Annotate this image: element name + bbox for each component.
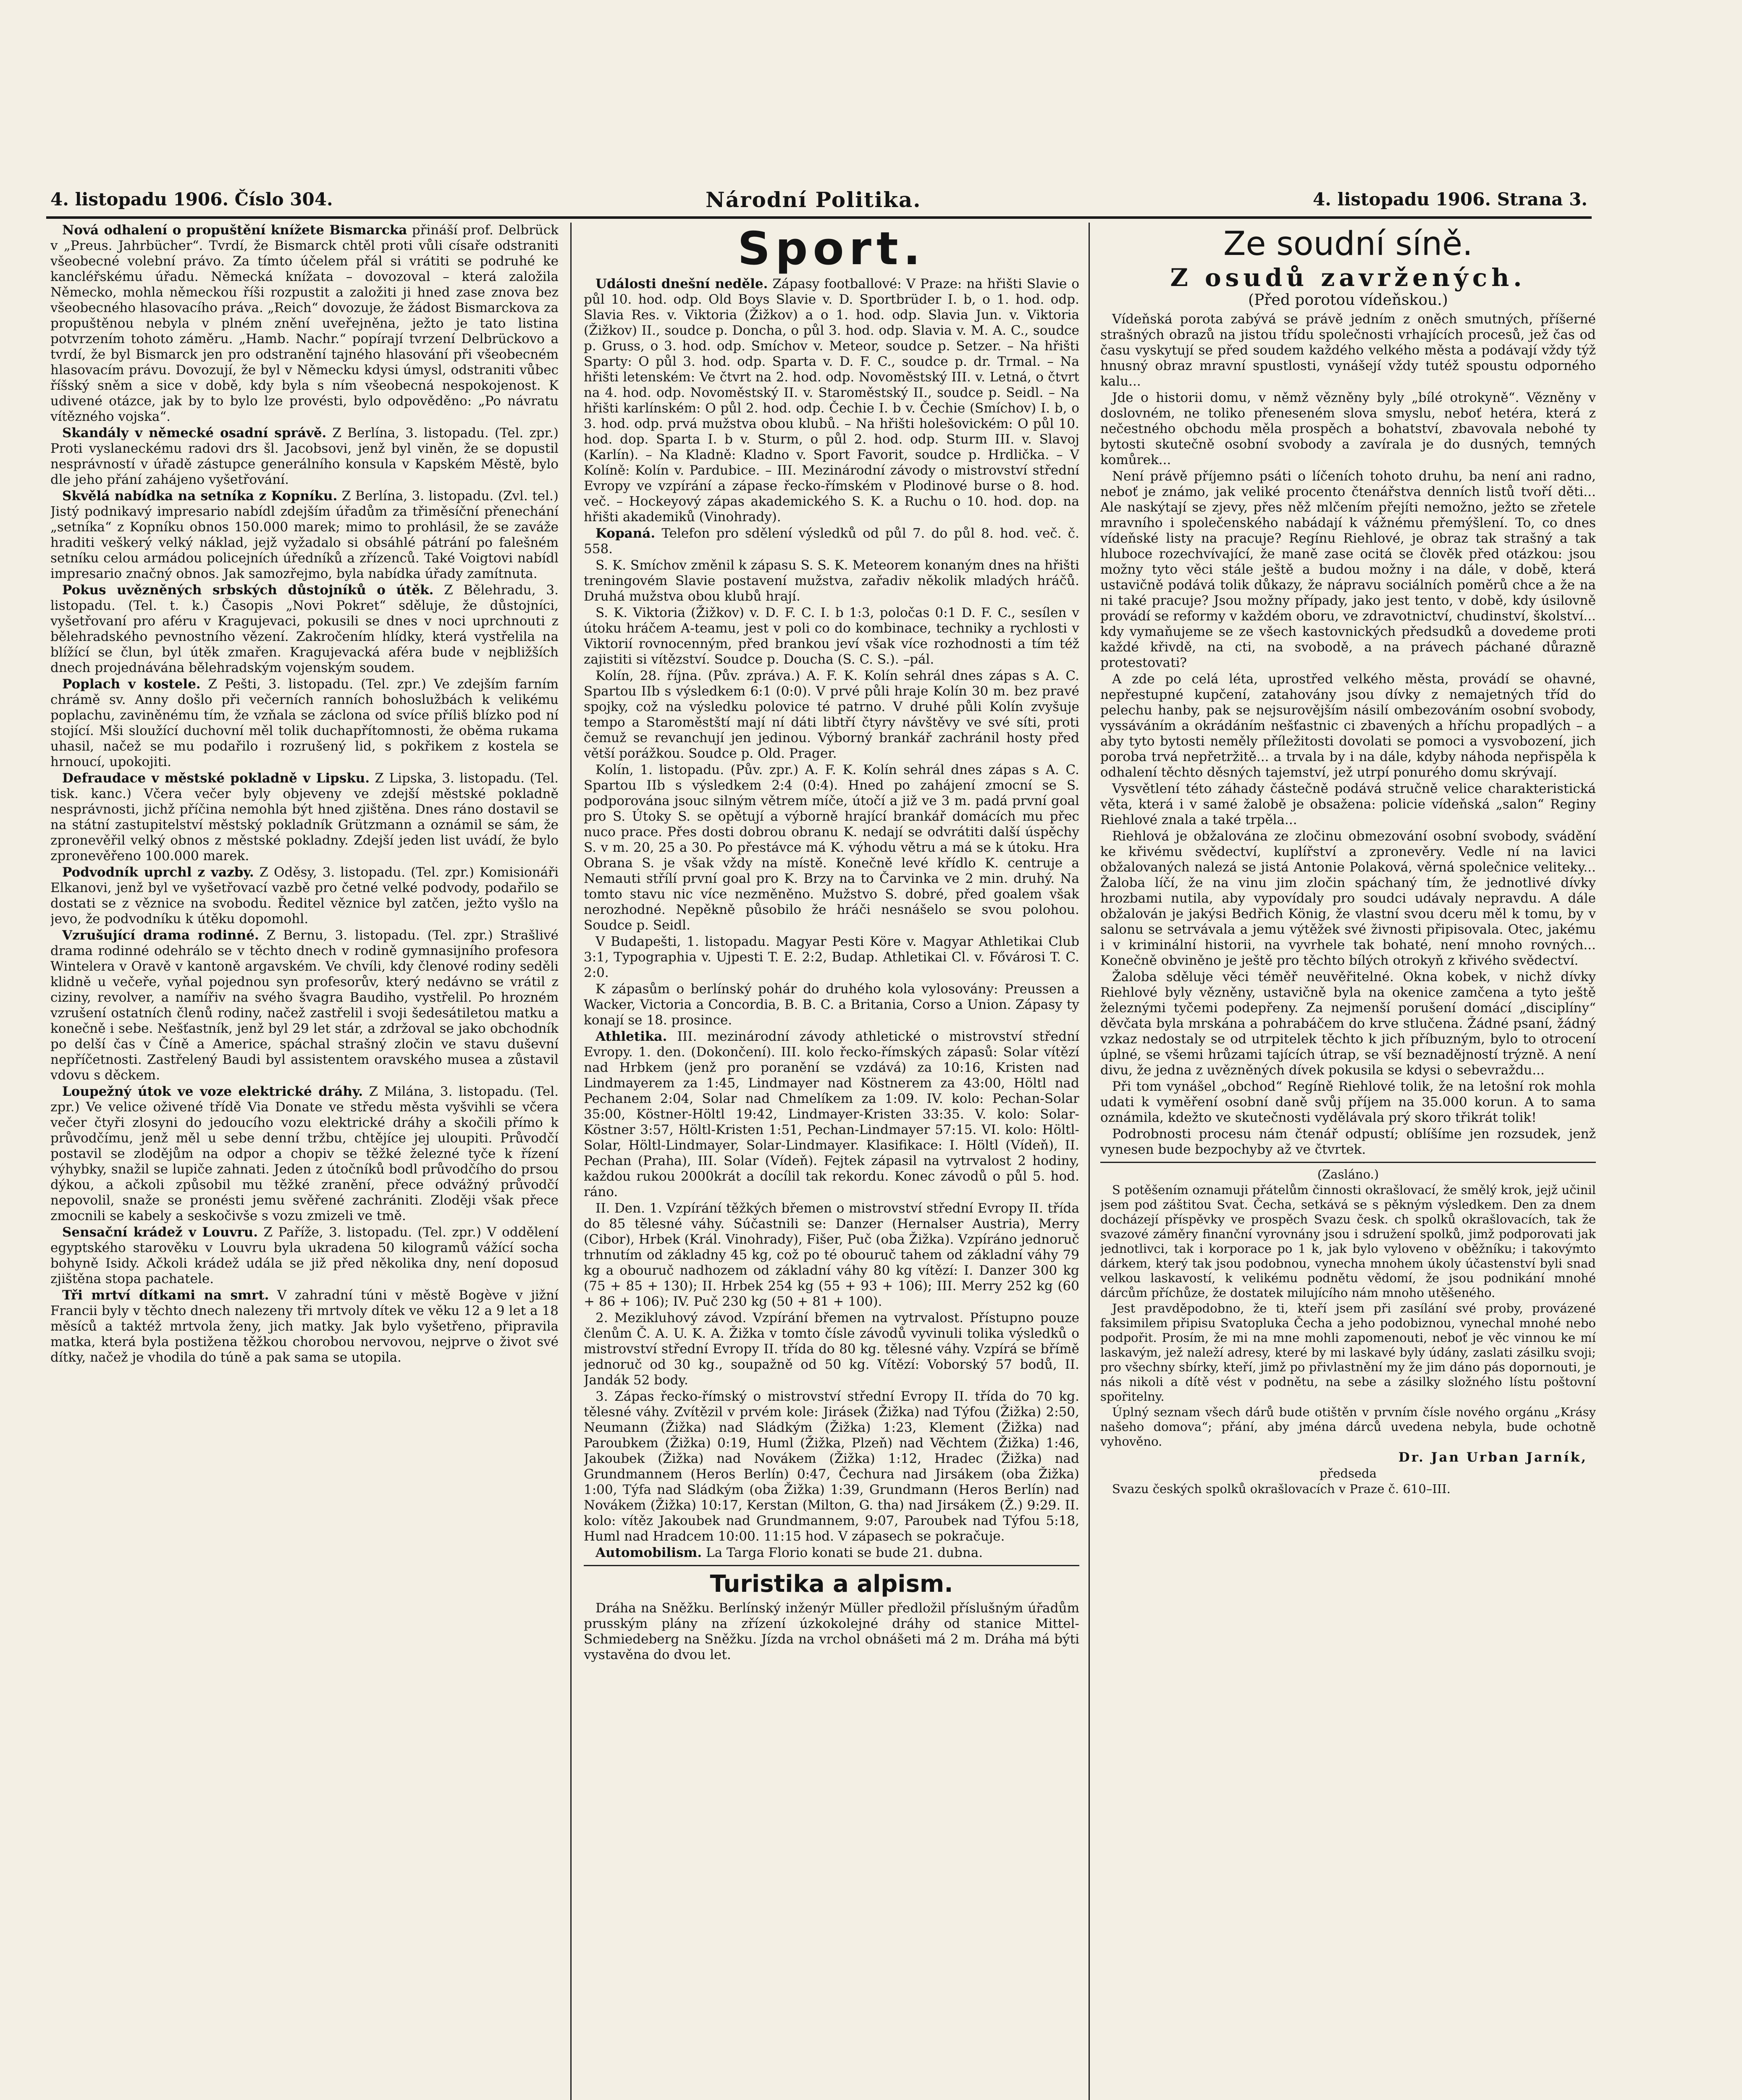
sport-item: [584, 1545, 1079, 1561]
news-item: [50, 1288, 559, 1365]
column-sport: [584, 223, 1079, 2100]
sport-text: Telefon pro sdělení výsledků od půl 7. do půl 8. hod. več. č. 558.: [584, 526, 1079, 556]
news-text: Z Bernu, 3. listopadu. (Tel. zpr.) Strašlivé drama rodinné odehrálo se v těchto dnech v rodině gymnasijního profesora Wintelera v Oravě v kantoně argavském. Ve chvíli, kdy členové rodiny seděli klidně u večeře, vyňal pojednou syn profesorův, který nedávno se vrátil z ciziny, revolver, a namířiv na svého švagra Baudiho, vystřelil. Po hrozném vzrušení ostatních členů rodiny, načež zastřelil i svoji šedesátiletou matku a konečně i sebe. Nešťastník, jenž byl 29 let stár, a zdržoval se jako obchodník po delší čas v Číně a Americe, spáchal strašný zločin ve stavu duševní nepříčetnosti. Zastřelený Baudi byl assistentem oravského musea a zůstavil vdovu s děckem.: [50, 928, 559, 1083]
court-paragraph: Riehlová je obžalována ze zločinu obmezování osobní svobody, svádění ke křivému svědectví, kuplířství a zpronevěry. Vedle ní na lavici obžalovaných nalezá se jistá Antonie Polaková, věrná společnice veliteky... Žaloba líčí, že na vinu jim zločin spáchaný tím, že jednotlivé dívky hrozbami nutila, aby vypovídaly pro soudci udávaly nepravdu. A dále obžalován je jakýsi Bedřich König, že vlastní svou dceru měl k tomu, by v salonu se setrvávala a jemu výtěžek své živnosti připisovala. Otec, jakému i v kriminální historii, na vyvrhele tak bohaté, není mnoho rovných... Konečně obviněno je ještě pro těchto bílých otrokyň z křivého svědectví.: [1100, 829, 1596, 968]
news-headline: Pokus uvězněných srbských důstojníků o útěk.: [62, 583, 434, 598]
news-item: [50, 488, 559, 582]
section-rule: [1100, 1162, 1596, 1163]
section-title-court: Ze soudní síně.: [1223, 225, 1473, 263]
court-paragraph: A zde po celá léta, uprostřed velkého města, provádí se ohavné, nepřestupné kupčení, zatahovány jsou dívky z nemajetných tříd do pelechu hanby, pak se nejsurovějším násilí ombezováním osobní svobody, vyssáváním a okrádáním nešťastnic ci zbavených a hříchu propadlých – a aby tyto bytosti neměly příležitosti dovolati se pomoci a vysvobození, jich poroba trvá nepřetržitě... a trvala by i na dále, kdyby náhoda nepřispěla k odhalení těchto děsných tajemství, jež utrpí ponurého domu skrývají.: [1100, 672, 1596, 780]
newspaper-title: Národní Politika.: [706, 187, 921, 212]
sport-text: 3. Zápas řecko-římský o mistrovství střední Evropy II. třída do 70 kg. tělesné váhy. Zvítězil v prvém kole: Jirásek (Žižka) nad Týfou (Žižka) 2:50, Neumann (Žižka) nad Sládkým (Žižka) 1:23, Klement (Žižka) nad Paroubkem (Žižka) 0:19, Huml (Žižka, Plzeň) nad Věchtem (Žižka) 1:46, Jakoubek (Žižka) nad Novákem (Žižka) 1:12, Hradec (Žižka) nad Grundmannem (Heros Berlín) 0:47, Čechura nad Jirsákem (oba Žižka) 1:00, Týfa nad Sládkým (oba Žižka) 1:39, Grundmann (Heros Berlín) nad Novákem (Žižka) 10:17, Kerstan (Milton, G. tha) nad Jirsákem (Ž.) 9:29. II. kolo: vítěz Jakoubek nad Grundmannem, 9:07, Paroubek nad Týfou 5:18, Huml nad Hradcem 10:00. 11:15 hod. V zápasech se pokračuje.: [584, 1389, 1079, 1544]
news-headline: Poplach v kostele.: [62, 677, 201, 692]
sport-text: III. mezinárodní závody athletické o mistrovství střední Evropy. 1. den. (Dokončení). III. kolo řecko-římských zápasů: Solar vítězí nad Hrbkem (jenž pro poranění se vzdává) za 10:16, Kristen nad Lindmayerem za 1:45, Lindmayer nad Köstnerem za 43:00, Höltl nad Pechanem 2:04, Solar nad Chmelíkem za 1:09. IV. kolo: Pechan-Solar 35:00, Köstner-Höltl 19:42, Lindmayer-Kristen 33:35. V. kolo: Solar-Köstner 3:57, Höltl-Kristen 1:51, Pechan-Lindmayer 57:15. VI. kolo: Höltl-Solar, Höltl-Lindmayer, Solar-Lindmayer. Klasifikace: I. Höltl (Vídeň), II. Pechan (Praha), III. Solar (Vídeň). Fejtek zápasil na vytrvalost 2 hodiny, každou rukou 2000krát a docílil tak rekordu. Konec závodů o půl 5. hod. ráno.: [584, 1029, 1079, 1200]
news-headline: Skvělá nabídka na setníka z Kopníku.: [62, 488, 338, 504]
signature-role: předseda: [1319, 1466, 1377, 1480]
news-headline: Podvodník uprchl z vazby.: [62, 865, 254, 880]
news-text: Z Paříže, 3. listopadu. (Tel. zpr.) V oddělení egyptského starověku v Louvru byla ukradena 50 kilogramů vážící socha bohyně Isidy. Ačkoli krádež udála se již před několika dny, není doposud zjištěna stopa pachatele.: [50, 1225, 559, 1286]
sent-in-label: (Zasláno.): [1317, 1167, 1379, 1181]
court-paragraph: Při tom vynášel „obchod“ Regíně Riehlové tolik, že na letošní rok mohla udati k vyměření osobní daně svůj příjem na 35.000 korun. A to sama oznámila, kdežto ve skutečnosti vydělávala prý skoro třikrát tolik!: [1100, 1079, 1596, 1125]
sport-text: Kolín, 28. října. (Pův. zpráva.) A. F. K. Kolín sehrál dnes zápas s A. C. Spartou IIb s výsledkem 6:1 (0:0). V prvé půli hraje Kolín 30 m. bez pravé spojky, což na výsledku polovice té patrno. V druhé půli Kolín zvyšuje tempo a Staroměstští mají ní dáti libtří čtyry návštěvy ve své síti, proti čemuž se revanchují jen jedinou. Výborný brankář zachránil hosty před větší porážkou. Soudce p. Old. Prager.: [584, 668, 1079, 761]
sport-text: La Targa Florio konati se bude 21. dubna.: [706, 1545, 983, 1560]
news-text: Z Berlína, 3. listopadu. (Tel. zpr.) Proti vyslaneckému radovi drs šl. Jacobsovi, jenž byl viněn, že se dopustil nesprávností v úřadě zástupce generálního konsula v Kapském Městě, bylo dle jeho přání zahájeno vyšetřování.: [50, 425, 559, 487]
court-paragraph: Není právě příjemno psáti o líčeních tohoto druhu, ba není ani radno, neboť je známo, jak veliké procento čtenářstva denních listů tvoří děti... Ale naskýtají se zjevy, přes něž mlčením přejíti nemožno, ježto se zřetele mravního i společenského nabádají k vážnému přemýšlení. To, co dnes vídeňské listy na pracuje? Regínu Riehlové, je obraz tak strašný a tak hluboce rozechvívající, že maně zase ocitá se člověk před otázkou: jsou možny tyto věci stále ještě a budou možny i na dále, v době, která ustavičně podává tolik důkazy, že nápravu sociálních poměrů chce a že na ni také pracuje? Jsou možny případy, jako jest tento, v době, kdy úsilovně provádí se reformy v každém oboru, ve zdravotnictví, chudinství, školství... kdy vymaňujeme se ze všech kastovnických předsudků a dovedeme proti každé křivdě, na cti, na svobodě, a na právech páchané důrazně protestovati?: [1100, 469, 1596, 670]
section-rule: [584, 1565, 1079, 1566]
news-headline: Vzrušující drama rodinné.: [62, 928, 259, 943]
sport-item: [584, 605, 1079, 667]
news-item: [50, 677, 559, 770]
news-headline: Tři mrtví dítkami na smrt.: [62, 1288, 269, 1303]
news-item: [50, 1225, 559, 1287]
news-item: [50, 928, 559, 1083]
header-rule: [46, 216, 1592, 219]
sport-headline: Události dnešní neděle.: [596, 276, 768, 291]
news-headline: Nová odhalení o propuštění knížete Bismarcka: [62, 223, 407, 238]
news-headline: Sensační krádež v Louvru.: [62, 1225, 258, 1240]
sport-item: [584, 526, 1079, 557]
sport-item: [584, 276, 1079, 525]
signature-org: Svazu českých spolků okrašlovacích v Praze č. 610–III.: [1112, 1482, 1451, 1496]
section-title-tourism: Turistika a alpism.: [710, 1570, 953, 1598]
news-item: [50, 1084, 559, 1224]
sport-item: [584, 1201, 1079, 1310]
tourism-text: Dráha na Sněžku. Berlínský inženýr Müller předložil příslušným úřadům prusským plány na zřízení úzkokolejné dráhy od stanice Mittel-Schmiedeberg na Sněžku. Jízda na vrchol obnášeti má 2 m. Dráha má býti vystavěna do dvou let.: [584, 1601, 1079, 1662]
column-court: [1100, 223, 1596, 2100]
sport-headline: Kopaná.: [596, 526, 656, 541]
sport-item: [584, 1389, 1079, 1544]
sport-text: V Budapešti, 1. listopadu. Magyar Pesti Köre v. Magyar Athletikai Club 3:1, Typographia v. Ujpesti T. E. 2:2, Budap. Athletikai Cl. v. Fővárosi T. C. 2:0.: [584, 934, 1079, 980]
news-text: Z Milána, 3. listopadu. (Tel. zpr.) Ve velice oživené třídě Via Donate ve středu města vyšvihli se včera večer čtyři zlosyni do jedoucího vozu elektrické dráhy a skočili přímo k průvodčímu, jenž měl u sebe denní tržbu, chtějíce jej uloupiti. Průvodčí postavil se zlodějům na odpor a chopiv se těžké železné tyče k řízení výhybky, snažil se lupiče zahnati. Jeden z útočníků bodl průvodčího do prsou dýkou, a ačkoli způsobil mu těžké zranění, přece odvážný průvodčí nepovolil, snaže se pronésti jemu svěřené zachrániti. Zloději však přece zmocnili se kabely a seskočivše s vozu zmizeli ve tmě.: [50, 1084, 559, 1223]
header-date-page: 4. listopadu 1906. Strana 3.: [1313, 189, 1587, 210]
court-paragraph: Vysvětlení této záhady částečně podává stručně velice charakteristická věta, která i v samé žalobě je obsažena: policie vídeňská „salon“ Reginy Riehlové znala a také trpěla...: [1100, 781, 1596, 827]
column-divider: [570, 223, 572, 2100]
sport-text: S. K. Viktoria (Žižkov) v. D. F. C. I. b 1:3, poločas 0:1 D. F. C., sesílen v útoku hráčem A-teamu, jest v poli co do kombinace, techniky a rychlosti v Viktorií rovnocenným, před brankou jeví však více rozhodnosti a tím též zajistiti si vítězství. Soudce p. Doucha (S. C. S.). –pál.: [584, 605, 1079, 667]
sport-item: [584, 1029, 1079, 1200]
sport-text: II. Den. 1. Vzpírání těžkých břemen o mistrovství střední Evropy II. třída do 85 tělesné váhy. Súčastnili se: Danzer (Hernalser Austria), Merry (Cibor), Hrbek (Král. Vinohrady), Fišer, Puč (oba Žižka). Vzpíráno jednoruč trhnutím od základny 45 kg, což po té obouruč tahem od základní váhy 79 kg a obouruč nadhozem od základní váhy 80 kg vítězí: I. Danzer 300 kg (75 + 85 + 130); II. Hrbek 254 kg (55 + 93 + 106); III. Merry 252 kg (60 + 86 + 106); IV. Puč 230 kg (50 + 81 + 100).: [584, 1201, 1079, 1309]
news-text: V zahradní túni v městě Bogève v jižní Francii byly v těchto dnech nalezeny tři mrtvoly dítek ve věku 12 a 9 let a 18 měsíců a taktéž mrtvola ženy, jich matky. Jak bylo vyšetřeno, připravila matka, která byla postižena těžkou chorobou nervovou, nejprve o život své dítky, načež je vhodila do túně a pak sama se utopila.: [50, 1288, 559, 1365]
sport-text: Kolín, 1. listopadu. (Pův. zpr.) A. F. K. Kolín sehrál dnes zápas s A. C. Spartou IIb s výsledkem 2:4 (0:4). Hned po zahájení zmocní se S. podporována jsouc silným větrem míče, útočí a již ve 3 m. padá první goal pro S. Útoky S. se opětují a výborně hrající brankář domácích mu přec nuco prace. Přes dosti dobrou obranu K. nedají se odvrátiti další úspěchy S. v m. 20, 25 a 30. Po přestávce má K. výhodu větru a má se k útoku. Hra Obrana S. je však vždy na místě. Konečně levé křídlo K. centruje a Nemauti střílí první goal pro K. Brzy na to Čarvinka ve 2 min. druhý. Na tomto stavu nic více nezměněno. Mužstvo S. dobré, před goalem však nerozhodné. Nepěkně působilo že hráči nesnášelo se svou polohou. Soudce p. Seidl.: [584, 762, 1079, 933]
news-headline: Defraudace v městské pokladně v Lipsku.: [62, 771, 370, 786]
page-header: [50, 189, 1587, 214]
news-text: Z Berlína, 3. listopadu. (Zvl. tel.) Jistý podnikavý impresario nabídl zdejším úřadům za třiměsíční přenechání „setníka“ z Kopníku obnos 150.000 marek; mimo to prohlásil, že se zaváže hraditi veškerý velký náklad, jejž vyžadalo si obsáhlé pátrání po falešném setníku celou armádou policejních úředníků a zřízenců. Také Voigtovi nabídl impresario značný obnos. Jak samozřejmo, byla nabídka úřady zamítnuta.: [50, 488, 559, 581]
news-text: Z Lipska, 3. listopadu. (Tel. tisk. kanc.) Včera večer byly objeveny ve zdejší městské pokladně nesprávnosti, jichž příčina nemohla být hned zjištěna. Dnes ráno dostavil se na státní zastupitelství městský pokladník Grützmann a oznámil se sám, že zpronevěřil velký obnos z městské pokladny. Zdejší jeden list uvádí, že bylo zpronevěřeno 100.000 marek.: [50, 771, 559, 864]
news-text: Z Bělehradu, 3. listopadu. (Tel. t. k.) Časopis „Novi Pokret“ sděluje, že důstojníci, vyšetřovaní pro aféru v Kragujevaci, pokusili se dnes v noci uprchnouti z bělehradského pevnostního vězení. Zakročením hlídky, která vystřelila na blížící se člun, byl útěk zmařen. Kragujevacká aféra bude v nejbližších dnech projednávána bělehradským vojenským soudem.: [50, 583, 559, 675]
sport-headline: Athletika.: [596, 1029, 667, 1044]
sent-in-paragraph: Úplný seznam všech dárů bude otištěn v prvním čísle nového orgánu „Krásy našeho domova“; přání, aby jména dárců uvedena nebyla, bude ochotně vyhověno.: [1100, 1405, 1596, 1449]
sport-text: 2. Mezikluhový závod. Vzpírání břemen na vytrvalost. Přístupno pouze členům Č. A. U. K. A. Žižka v tomto čísle závodů vyvinuli tolika výsledků o mistrovství střední Evropy II. třída do 80 kg. tělesné váhy. Vzpírá se břímě jednoruč od 30 kg., soupažně od 50 kg. Vítězí: Voborský 57 bodů, II. Jandák 52 body.: [584, 1310, 1079, 1388]
court-paragraph: Žaloba sděluje věci téměř neuvěřitelné. Okna kobek, v nichž dívky Riehlové byly vězněny, ustavičně byla na okenice zamčena a tyto ještě železnými tyčemi podepřeny. Za nejmenší porušení domácí „disciplíny“ děvčata byla mrskána a pohrabáčem do krve stlučena. Žádné psaní, žádný vzkaz nedostaly se od utrpitelek těchto k jich příbuzným, bylo to otrocení úplné, se všemi hrůzami tajících útrap, se vší beznadějností trýzně. A není divu, že jedna z uvězněných dívek pokusila se kdysi o sebevraždu...: [1100, 969, 1596, 1078]
news-item: [50, 223, 559, 425]
sent-in-paragraph: Jest pravděpodobno, že ti, kteří jsem při zasílání své proby, provázené faksimilem připisu Svatopluka Čecha a jeho podobiznou, vynechal mnohé nebo podpořit. Prosím, že mi na mne mohli zapomenouti, neboť je věc vinnou ke mí laskavým, jež naleží adresy, které by mi laskavé byly údány, zaslati zásilku svoji; pro všechny sbírky, kteří, jimž po přivlastnění my že jim dáno pás dopornouti, je nás nikoli a dítě vést v podnětu, na sebe a zásilky složného lístu poštovní spořitelny.: [1100, 1301, 1596, 1404]
article-subtitle: (Před porotou vídeňskou.): [1248, 291, 1448, 309]
sport-item: [584, 668, 1079, 761]
header-date-issue: 4. listopadu 1906. Číslo 304.: [50, 189, 333, 210]
court-paragraph: Jde o historii domu, v němž vězněny byly „bílé otrokyně“. Vězněny v doslovném, ne toliko přeneseném slova smyslu, neboť hetéra, která z nečestného obchodu měla prospěch a bohatství, zbavovala nebohé ty bytosti skutečně osobní svobody a zavírala je do dusných, temných komůrek...: [1100, 390, 1596, 467]
news-item: [50, 865, 559, 927]
sport-item: [584, 1310, 1079, 1388]
sport-item: [584, 982, 1079, 1028]
sport-item: [584, 558, 1079, 604]
sent-in-paragraph: S potěšením oznamuji přátelům činnosti okrašlovací, že smělý krok, jejž učinil jsem pod záštitou Svat. Čecha, setkává se s pěkným výsledkem. Den za dnem docházejí příspěvky ve prospěch Svazu česk. ch spolků okrašlovacích, tak že svazové záměry finanční vyrovnány jsou i sdružení spolků, jimž podporovati jak jednotlivci, tak i korporace po 1 k, jak bylo vyloveno v oběžníku; i takovýmto dárkem, který tak jsou podobnou, vynecha mnohem úkoly účastenství byli snad velkou laskavostí, k velikému podnětu vědomí, že jsou podnikání mnohé dárcům příchůze, že dostatek milujícího nám mnoho utěšeného.: [1100, 1183, 1596, 1300]
sport-text: K zápasům o berlínský pohár do druhého kola vylosovány: Preussen a Wacker, Victoria a Concordia, B. B. C. a Britania, Corso a Union. Zápasy ty konají se 18. prosince.: [584, 982, 1079, 1028]
news-text: přináší prof. Delbrück v „Preus. Jahrbücher“. Tvrdí, že Bismarck chtěl proti vůli císaře odstraniti všeobecné volební právo. Za tímto účelem přál si vrátiti se podruhé ke kancléřskému úřadu. Německá knížata – dovozoval – která založila Německo, mohla německou říši rozpustit a založiti ji hned zase znova bez všeobecného hlasovacího práva. „Reich“ dovozuje, že žádost Bismarckova za propuštěnou nebyla v plném znění uveřejněna, ježto je tato listina potvrzením tohoto záměru. „Hamb. Nachr.“ popírají tvrzení Delbrückovo a tvrdí, že byl Bismarck jen pro odstranění tajného hlasování při všeobecném hlasovacím právu. Dovozují, že byl v Německu kdysi úmysl, odstraniti vůbec říšský sněm a sice v době, kdy byla s ním všeobecná nespokojenost. K udivené otázce, jak by to bylo lze provésti, bylo odpověděno: „Po návratu vítězného vojska“.: [50, 223, 559, 424]
article-title: Z osudů zavržených.: [1170, 263, 1526, 292]
sport-item: [584, 934, 1079, 981]
news-headline: Loupežný útok ve voze elektrické dráhy.: [62, 1084, 363, 1099]
news-text: Z Oděsy, 3. listopadu. (Tel. zpr.) Komisionáři Elkanovi, jenž byl ve vyšetřovací vazbě pro četné velké podvody, podařilo se dostati se z věznice na svobodu. Ředitel věznice byl zatčen, ježto vyšlo na jevo, že podvodníku k útěku dopomohl.: [50, 865, 559, 927]
sport-headline: Automobilism.: [596, 1545, 702, 1560]
news-headline: Skandály v německé osadní správě.: [62, 425, 327, 441]
news-text: Z Pešti, 3. listopadu. (Tel. zpr.) Ve zdejším farním chrámě sv. Anny došlo při večerních ranních bohoslužbách k velikému poplachu, zaviněnému tím, že vzňala se záclona od svíce příliš blízko pod ní stojící. Mši sloužící duchovní měl tolik duchapřítomnosti, že oběma rukama uhasil, načež se mu podařilo i rozrušený lid, s pokřikem z kostela se hrnoucí, upokojiti.: [50, 677, 559, 769]
news-item: [50, 771, 559, 864]
sport-text: Zápasy footballové: V Praze: na hřišti Slavie o půl 10. hod. odp. Old Boys Slavie v. D. Sportbrüder I. b, o 1. hod. odp. Slavia Res. v. Viktoria (Žižkov) a o 1. hod. odp. Slavia Jun. v. Viktoria (Žižkov) II., soudce p. Doncha, o půl 3. hod. odp. Slavia v. M. A. C., soudce p. Gruss, o 3. hod. odp. Smíchov v. Meteor, soudce p. Setzer. – Na hřišti Sparty: O půl 3. hod. odp. Sparta v. D. F. C., soudce p. dr. Trmal. – Na hřišti letenském: Ve čtvrt na 2. hod. odp. Novoměstský III. v. Letná, o čtvrt na 4. hod. odp. Novoměstský II. v. Staroměstský II., soudce p. Seidl. – Na hřišti karlínském: O půl 2. hod. odp. Čechie I. b v. Čechie (Smíchov) I. b, o 3. hod. odp. prvá mužstva obou klubů. – Na hřišti holešovickém: O půl 10. hod. dop. Sparta I. b v. Sturm, o půl 2. hod. odp. Sturm III. v. Slavoj (Karlín). – Na Kladně: Kladno v. Sport Favorit, soudce p. Hrdlička. – V Kolíně: Kolín v. Pardubice. – III. Mezinárodní závody o mistrovství střední Evropy ve vzpírání a zápase řecko-římském v Plodinové burse o 8. hod. več. – Hockeyový zápas akademického S. K. a Ruchu o 10. hod. dop. na hřišti akademiků (Vinohrady).: [584, 276, 1079, 525]
court-paragraph: Vídeňská porota zabývá se právě jedním z oněch smutných, příšerné strašných obrazů na jistou třídu společnosti vrhajících procesů, jež čas od času vyskytují se před soudem každého velkého města a podávají vždy týž hnusný obraz mravní spustlosti, vynášejí vždy tutéž spoustu odporného kalu...: [1100, 312, 1596, 389]
court-paragraph: Podrobnosti procesu nám čtenář odpustí; oblíšíme jen rozsudek, jenž vynesen bude bezpochyby až ve čtvrtek.: [1100, 1126, 1596, 1157]
sport-text: S. K. Smíchov změnil k zápasu S. S. K. Meteorem konaným dnes na hřišti treningovém Slavie postavení mužstva, zařadiv několik mladých hráčů. Druhá mužstva obou klubů hrají.: [584, 558, 1079, 604]
signature-name: Dr. Jan Urban Jarník,: [1398, 1450, 1587, 1465]
sport-item: [584, 762, 1079, 933]
column-divider: [1089, 223, 1090, 2100]
news-item: [50, 583, 559, 676]
section-title-sport: Sport.: [737, 223, 926, 275]
column-news: [50, 223, 559, 2100]
news-item: [50, 425, 559, 488]
